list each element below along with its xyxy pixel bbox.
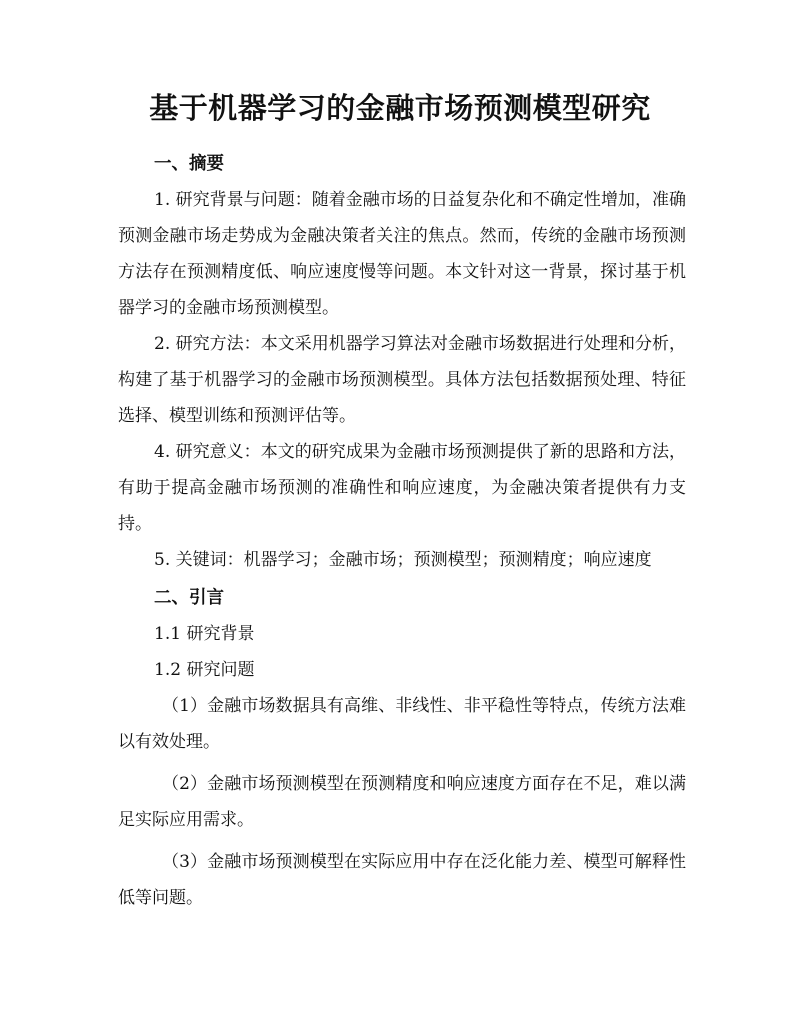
subsection-heading-problem: 1.2 研究问题 xyxy=(154,660,255,680)
document-title: 基于机器学习的金融市场预测模型研究 xyxy=(149,91,651,125)
abstract-paragraph-keywords: 5. 关键词：机器学习；金融市场；预测模型；预测精度；响应速度 xyxy=(154,550,652,570)
document-body xyxy=(118,146,686,916)
subsection-heading-background: 1.1 研究背景 xyxy=(154,624,255,644)
abstract-paragraph-significance: 4. 研究意义：本文的研究成果为金融市场预测提供了新的思路和方法，有助于提高金融市场预测的准确性和响应速度，为金融决策者提供有力支持。 xyxy=(118,442,686,534)
abstract-paragraph-background: 1. 研究背景与问题：随着金融市场的日益复杂化和不确定性增加，准确预测金融市场走势成为金融决策者关注的焦点。然而，传统的金融市场预测方法存在预测精度低、响应速度慢等问题。本文针对这一背景，探讨基于机器学习的金融市场预测模型。 xyxy=(118,190,686,318)
abstract-paragraph-method: 2. 研究方法：本文采用机器学习算法对金融市场数据进行处理和分析，构建了基于机器学习的金融市场预测模型。具体方法包括数据预处理、特征选择、模型训练和预测评估等。 xyxy=(118,334,686,426)
section-heading-introduction: 二、引言 xyxy=(154,588,224,608)
problem-item-1: （1）金融市场数据具有高维、非线性、非平稳性等特点，传统方法难以有效处理。 xyxy=(118,696,686,752)
section-heading-abstract: 一、摘要 xyxy=(154,154,224,174)
problem-item-3: （3）金融市场预测模型在实际应用中存在泛化能力差、模型可解释性低等问题。 xyxy=(118,852,686,908)
problem-item-2: （2）金融市场预测模型在预测精度和响应速度方面存在不足，难以满足实际应用需求。 xyxy=(118,774,686,830)
